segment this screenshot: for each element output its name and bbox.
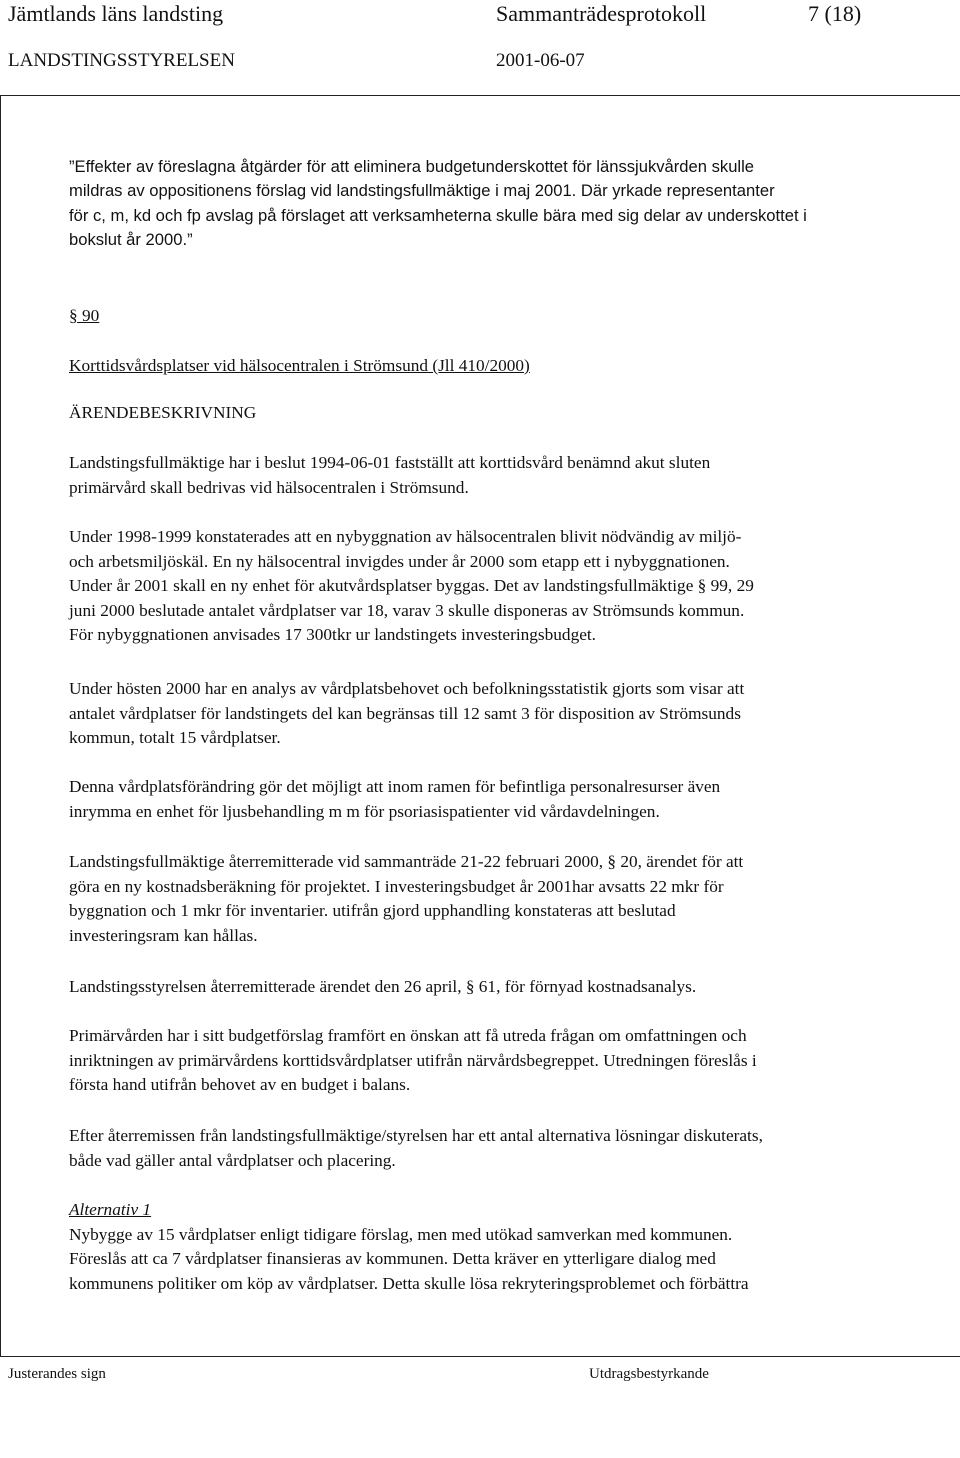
text-line: Landstingsfullmäktige har i beslut 1994-06-01 fastställt att korttidsvård benämnd akut sluten [69,453,711,472]
text-line: byggnation och 1 mkr för inventarier. utifrån gjord upphandling konstateras att beslutad [69,901,676,921]
paragraph [69,1024,909,1098]
text-line: juni 2000 beslutade antalet vårdplatser var 18, varav 3 skulle disponeras av Strömsunds kommun. [69,600,745,620]
text-line: Under hösten 2000 har en analys av vårdplatsbehovet och befolkningsstatistik gjorts som visar att [69,679,745,698]
quoted-statement [69,155,909,252]
paragraph [69,1124,909,1173]
text-line: inrymma en enhet för ljusbehandling m m för psoriasispatienter vid vårdavdelningen. [69,801,660,821]
text-line: bokslut år 2000.” [69,229,193,249]
section-number: § 90 [69,306,100,325]
alternative-heading: Alternativ 1 [69,1200,152,1219]
paragraph [69,451,909,500]
text-line: Landstingsstyrelsen återremitterade ärendet den 26 april, § 61, för förnyad kostnadsanalys. [69,977,697,996]
paragraph [69,775,909,824]
text-line: första hand utifrån behovet av en budget i balans. [69,1075,411,1095]
text-line: kommunens politiker om köp av vårdplatser. Detta skulle lösa rekryteringsproblemet och förbättra [69,1273,749,1293]
text-line: ”Effekter av föreslagna åtgärder för att eliminera budgetunderskottet för länssjukvården skulle [69,157,755,176]
text-line: mildras av oppositionens förslag vid landstingsfullmäktige i maj 2001. Där yrkade representanter [69,181,775,201]
text-line: Landstingsfullmäktige återremitterade vid sammanträde 21-22 februari 2000, § 20, ärendet för att [69,852,744,871]
text-line: för c, m, kd och fp avslag på förslaget att verksamheterna skulle bära med sig delar av underskottet i [69,205,807,225]
meeting-date: 2001-06-07 [496,50,585,71]
text-line: inriktningen av primärvårdens korttidsvårdplatser utifrån närvårdsbegreppet. Utredningen föreslås i [69,1050,757,1070]
footer-utdragsbestyrkande: Utdragsbestyrkande [589,1366,709,1382]
text-line: primärvård skall bedrivas vid hälsocentralen i Strömsund. [69,477,469,497]
text-line: Denna vårdplatsförändring gör det möjligt att inom ramen för befintliga personalresurser även [69,777,721,796]
text-line: både vad gäller antal vårdplatser och placering. [69,1150,396,1170]
header-rule [0,95,960,96]
text-line: göra en ny kostnadsberäkning för projektet. I investeringsbudget år 2001har avsatts 22 mkr för [69,876,724,896]
footer-rule [0,1356,960,1357]
organization-name: Jämtlands läns landsting [8,1,224,26]
text-line: Under år 2001 skall en ny enhet för akutvårdsplatser byggas. Det av landstingsfullmäktige § 99, 29 [69,576,754,596]
alternative-block [69,1198,909,1296]
paragraph [69,850,909,948]
text-line: Föreslås att ca 7 vårdplatser finansieras av kommunen. Detta kräver en ytterligare dialog med [69,1249,716,1269]
paragraph [69,975,909,1000]
text-line: kommun, totalt 15 vårdplatser. [69,728,281,748]
section-title: Korttidsvårdsplatser vid hälsocentralen i Strömsund (Jll 410/2000) [69,356,530,375]
document-type: Sammanträdesprotokoll [496,1,707,26]
text-line: och arbetsmiljöskäl. En ny hälsocentral invigdes under år 2000 som etapp ett i nybyggnationen. [69,551,730,571]
text-line: Primärvården har i sitt budgetförslag framfört en önskan att få utreda frågan om omfattningen och [69,1026,747,1045]
text-line: Nybygge av 15 vårdplatser enligt tidigare förslag, men med utökad samverkan med kommunen. [69,1224,733,1244]
board-name: LANDSTINGSSTYRELSEN [8,50,235,71]
section-heading: ÄRENDEBESKRIVNING [69,403,257,422]
footer-justerandes-sign: Justerandes sign [8,1366,106,1382]
text-line: För nybyggnationen anvisades 17 300tkr ur landstingets investeringsbudget. [69,625,597,645]
text-line: Under 1998-1999 konstaterades att en nybyggnation av hälsocentralen blivit nödvändig av miljö- [69,527,742,546]
paragraph [69,525,909,648]
text-line: investeringsram kan hållas. [69,925,258,945]
paragraph [69,677,909,751]
page-number: 7 (18) [808,1,862,26]
left-border [0,95,1,1357]
text-line: antalet vårdplatser för landstingets del kan begränsas till 12 samt 3 för disposition av Strömsunds [69,703,741,723]
text-line: Efter återremissen från landstingsfullmäktige/styrelsen har ett antal alternativa lösningar diskuterats, [69,1126,763,1145]
